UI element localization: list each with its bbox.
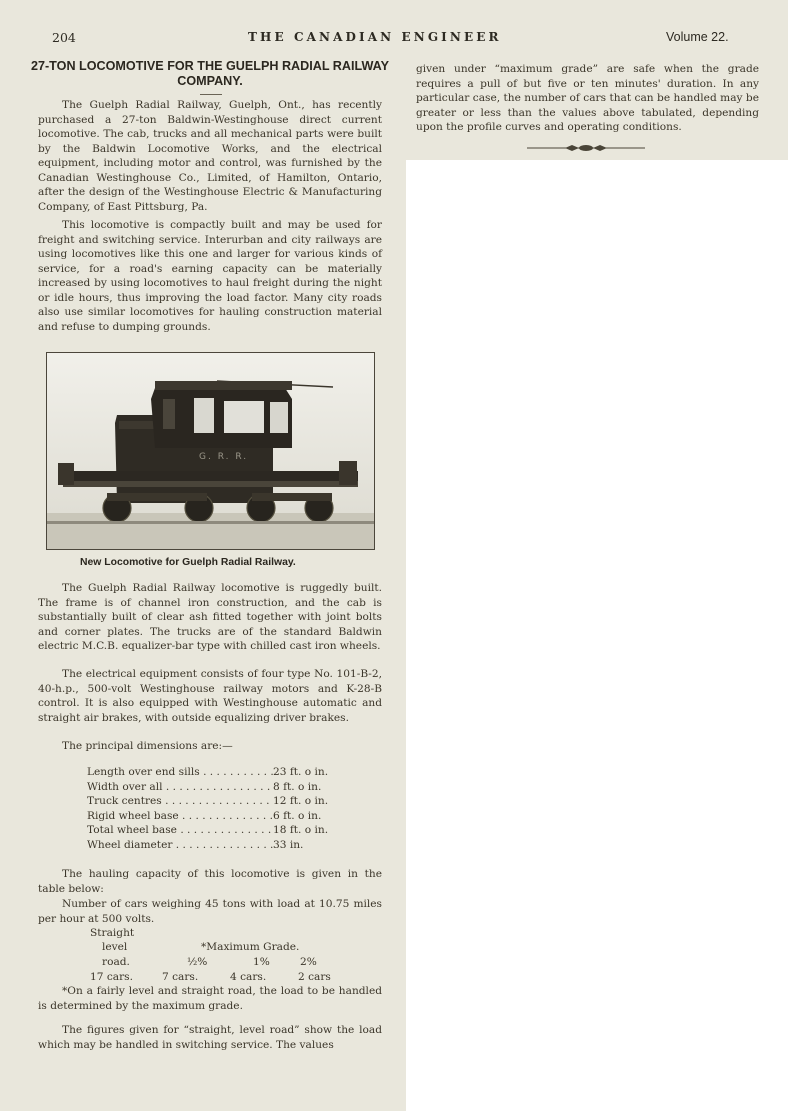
title-rule bbox=[200, 94, 222, 95]
dimension-value: 33 in. bbox=[273, 838, 304, 851]
locomotive-photo bbox=[46, 352, 375, 550]
hauling-grade-one: 1% bbox=[253, 956, 270, 968]
dimension-value: 23 ft. o in. bbox=[273, 766, 329, 778]
dimension-value: 12 ft. o in. bbox=[273, 795, 329, 807]
dimension-row bbox=[87, 780, 337, 795]
volume-label: Volume 22. bbox=[666, 30, 729, 44]
dimension-value: 18 ft. o in. bbox=[273, 824, 329, 836]
car-lettering: G. R. R. bbox=[199, 452, 249, 462]
journal-title: THE CANADIAN ENGINEER bbox=[248, 30, 502, 44]
hauling-value-two: 2 cars bbox=[298, 971, 331, 983]
dimension-label: Length over end sills . . . bbox=[87, 765, 273, 780]
paragraph-6: The hauling capacity of this locomotive is given in the table below: bbox=[38, 868, 382, 895]
paragraph-5: The principal dimensions are:— bbox=[62, 740, 233, 752]
dimension-label: Total wheel base . . . bbox=[87, 823, 273, 838]
dimension-label: Wheel diameter . . . bbox=[87, 838, 273, 853]
dimension-label: Width over all . . . bbox=[87, 780, 273, 795]
dimension-row bbox=[87, 823, 337, 838]
article-title: 27-TON LOCOMOTIVE FOR THE GUELPH RADIAL RAILWAY COMPANY. bbox=[30, 59, 390, 88]
hauling-header-straight: Straight bbox=[90, 927, 135, 939]
dimension-value: 6 ft. o in. bbox=[273, 809, 322, 822]
section-ornament bbox=[527, 144, 645, 152]
paragraph-4: The electrical equipment consists of four type No. 101-B-2, 40-h.p., 500-volt Westinghouse railway motors and K-28-B control. It is also equipped with Westinghouse automatic and straight air brakes, with outside equalizing driver brakes. bbox=[38, 668, 382, 724]
hauling-grade-half: ½% bbox=[187, 956, 208, 968]
paragraph-7: Number of cars weighing 45 tons with load at 10.75 miles per hour at 500 volts. bbox=[38, 898, 382, 925]
page-number: 204 bbox=[52, 30, 76, 45]
paragraph-2: This locomotive is compactly built and may be used for freight and switching service. Interurban and city railways are using locomotives like this one and larger for various kinds of service, for a road's earning capacity can be materially increased by using locomotives to haul freight during the night or idle hours, thus improving the load factor. Many city roads also use similar locomotives for hauling construction material and refuse to dumping grounds. bbox=[38, 219, 382, 333]
dimension-row bbox=[87, 765, 337, 780]
dimensions-table bbox=[87, 765, 337, 852]
hauling-value-level: 17 cars. bbox=[90, 971, 133, 983]
dimension-row bbox=[87, 838, 337, 853]
dimension-row bbox=[87, 809, 337, 824]
dimension-value: 8 ft. o in. bbox=[273, 780, 322, 793]
paragraph-8: *On a fairly level and straight road, the load to be handled is determined by the maximum grade. bbox=[38, 985, 382, 1012]
dimension-row bbox=[87, 794, 337, 809]
dimension-label: Truck centres . . . bbox=[87, 794, 273, 809]
paragraph-3: The Guelph Radial Railway locomotive is ruggedly built. The frame is of channel iron construction, and the cab is substantially built of clear ash fitted together with joint bolts and corner plates. The trucks are of the standard Baldwin electric M.C.B. equalizer-bar type with chilled cast iron wheels. bbox=[38, 582, 382, 652]
hauling-header-road: road. bbox=[102, 956, 130, 968]
hauling-grade-two: 2% bbox=[300, 956, 317, 968]
hauling-header-level: level bbox=[102, 941, 128, 953]
hauling-header-grade: *Maximum Grade. bbox=[201, 941, 300, 953]
continuation-paragraph: given under “maximum grade” are safe when the grade requires a pull of but five or ten minutes' duration. In any particular case, the number of cars that can be handled may be greater or less than the values above tabulated, depending upon the profile curves and operating conditions. bbox=[416, 63, 759, 133]
dimension-label: Rigid wheel base . . . bbox=[87, 809, 273, 824]
hauling-value-half: 7 cars. bbox=[162, 971, 199, 983]
hauling-value-one: 4 cars. bbox=[230, 971, 267, 983]
paragraph-1: The Guelph Radial Railway, Guelph, Ont., has recently purchased a 27-ton Baldwin-Westinghouse direct current locomotive. The cab, trucks and all mechanical parts were built by the Baldwin Locomotive Works, and the electrical equipment, including motor and control, was furnished by the Canadian Westinghouse Co., Limited, of Hamilton, Ontario, after the design of the Westinghouse Electric & Manufacturing Company, of East Pittsburg, Pa. bbox=[38, 99, 382, 213]
figure-caption: New Locomotive for Guelph Radial Railway. bbox=[80, 557, 296, 568]
paragraph-9: The figures given for “straight, level road” show the load which may be handled in switching service. The values bbox=[38, 1024, 382, 1051]
